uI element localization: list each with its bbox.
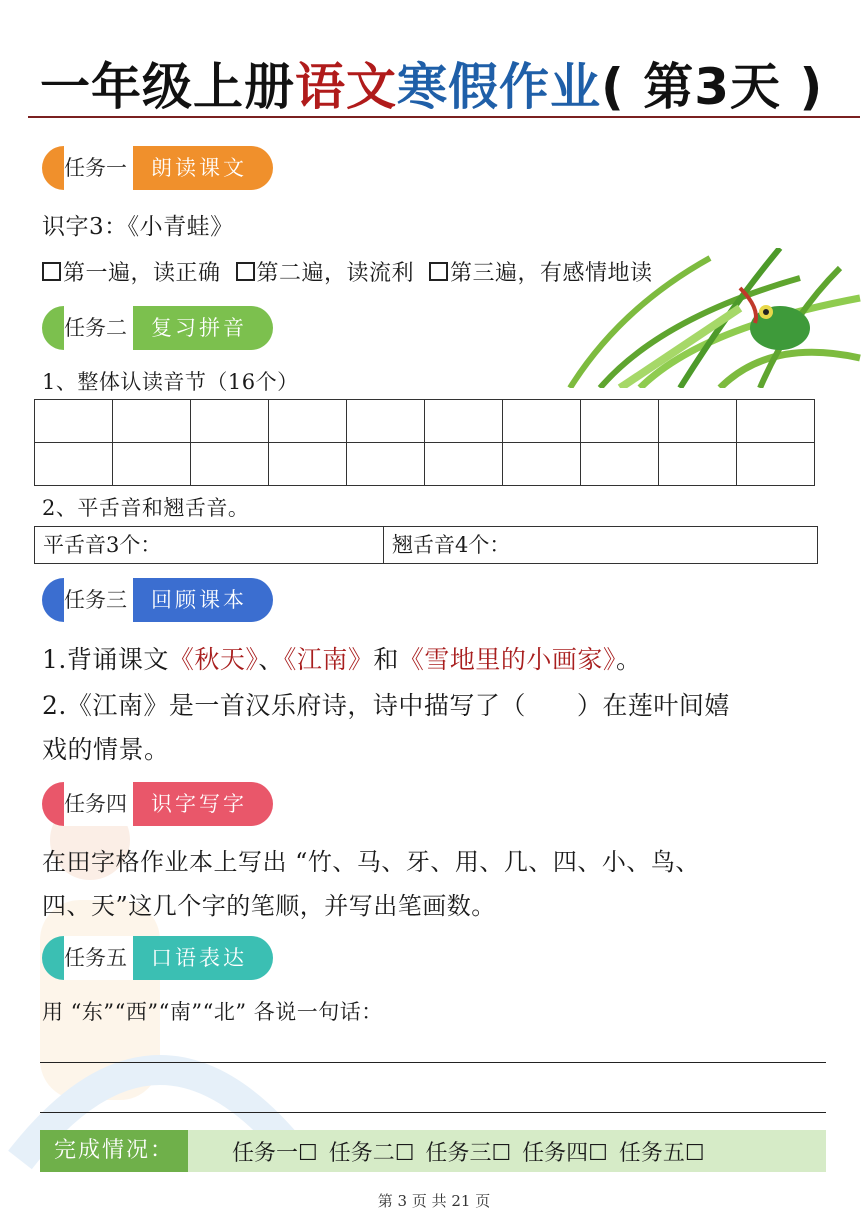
grid-cell[interactable] bbox=[503, 400, 581, 443]
page-number: 第 3 页 共 21 页 bbox=[377, 1192, 491, 1210]
grid-cell[interactable] bbox=[581, 400, 659, 443]
task3-q2-line2: 戏的情景。 bbox=[42, 735, 170, 764]
task-badge-cap bbox=[42, 936, 64, 980]
grid-cell[interactable] bbox=[113, 443, 191, 486]
grid-cell[interactable] bbox=[269, 400, 347, 443]
task-badge-cap bbox=[42, 578, 64, 622]
pinyin-grid bbox=[34, 399, 815, 486]
task-badge-4: 任务四 识字写字 bbox=[42, 782, 273, 826]
checkbox[interactable] bbox=[236, 262, 255, 281]
answer-line[interactable] bbox=[40, 1062, 826, 1063]
task4-line2: 四、天”这几个字的笔顺，并写出笔画数。 bbox=[42, 892, 496, 920]
task-badge-cap bbox=[42, 782, 64, 826]
completion-status bbox=[40, 1130, 826, 1172]
title-divider bbox=[28, 116, 860, 118]
grid-cell[interactable] bbox=[425, 400, 503, 443]
task2-q1: 1、整体认读音节（16个） bbox=[42, 370, 299, 394]
page-title: 一年级上册语文寒假作业( 第3天 ) bbox=[40, 58, 824, 116]
grid-cell[interactable] bbox=[659, 400, 737, 443]
checkbox[interactable] bbox=[429, 262, 448, 281]
grid-cell[interactable] bbox=[347, 443, 425, 486]
flat-retroflex-row bbox=[34, 526, 818, 564]
task-badge-5: 任务五 口语表达 bbox=[42, 936, 273, 980]
grid-cell[interactable] bbox=[503, 443, 581, 486]
task-badge-2: 任务二 复习拼音 bbox=[42, 306, 273, 350]
task-badge-3: 任务三 回顾课本 bbox=[42, 578, 273, 622]
retroflex-sound-field[interactable]: 翘舌音4个： bbox=[383, 527, 817, 563]
cartoon-watermark-icon bbox=[0, 780, 320, 1180]
grid-cell[interactable] bbox=[425, 443, 503, 486]
status-label: 完成情况： bbox=[40, 1130, 188, 1172]
grid-cell[interactable] bbox=[581, 443, 659, 486]
task3-q1: 1.背诵课文《秋天》、《江南》和《雪地里的小画家》。 bbox=[42, 645, 642, 674]
task2-q2: 2、平舌音和翘舌音。 bbox=[42, 496, 250, 520]
grid-cell[interactable] bbox=[347, 400, 425, 443]
task3-q2-line1: 2.《江南》是一首汉乐府诗，诗中描写了（ ）在莲叶间嬉 bbox=[42, 691, 730, 720]
task5-prompt: 用 “东”“西”“南”“北” 各说一句话： bbox=[42, 1000, 383, 1024]
status-checklist[interactable]: 任务一☐ 任务二☐ 任务三☐ 任务四☐ 任务五☐ bbox=[232, 1140, 705, 1166]
grid-cell[interactable] bbox=[35, 400, 113, 443]
grid-cell[interactable] bbox=[737, 443, 815, 486]
task1-lesson: 识字3：《小青蛙》 bbox=[42, 214, 234, 240]
checkbox[interactable] bbox=[42, 262, 61, 281]
answer-line[interactable] bbox=[40, 1112, 826, 1113]
grid-cell[interactable] bbox=[737, 400, 815, 443]
task-badge-1: 任务一 朗读课文 bbox=[42, 146, 273, 190]
task-badge-cap bbox=[42, 306, 64, 350]
grid-cell[interactable] bbox=[35, 443, 113, 486]
grid-cell[interactable] bbox=[659, 443, 737, 486]
grid-cell[interactable] bbox=[269, 443, 347, 486]
grid-cell[interactable] bbox=[191, 443, 269, 486]
flat-sound-field[interactable]: 平舌音3个： bbox=[43, 533, 162, 557]
grid-cell[interactable] bbox=[191, 400, 269, 443]
task1-checklist: 第一遍，读正确 第二遍，读流利 第三遍，有感情地读 bbox=[42, 256, 653, 287]
grid-cell[interactable] bbox=[113, 400, 191, 443]
task4-line1: 在田字格作业本上写出 “竹、马、牙、用、几、四、小、鸟、 bbox=[42, 848, 700, 876]
task-badge-cap bbox=[42, 146, 64, 190]
